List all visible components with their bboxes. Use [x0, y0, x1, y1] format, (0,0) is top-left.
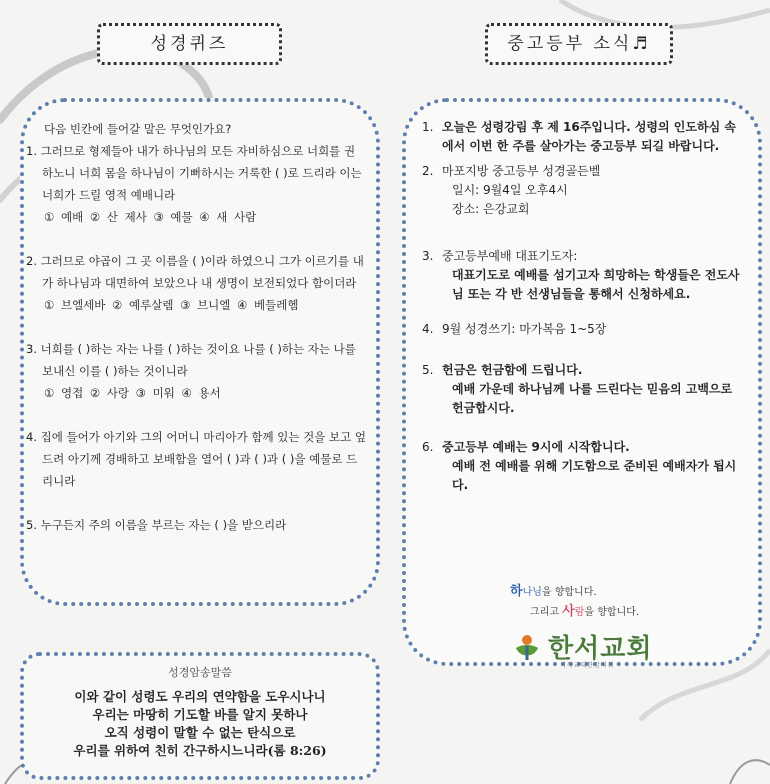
question-text: 3. 너희를 ( )하는 자는 나를 ( )하는 것이요 나를 ( )하는 자는 나를 보내신 이를 ( )하는 것이니라 [26, 342, 356, 378]
church-logo-icon [512, 632, 542, 662]
news-item-line: 마포지방 중고등부 성경골든벨 [442, 164, 601, 178]
news-item-number: 1. [422, 120, 434, 134]
question-text: 2. 그러므로 야곱이 그 곳 이름을 ( )이라 하였으니 그가 이르기를 내가 하나님과 대면하여 보았으나 내 생명이 보전되었다 함이더라 [26, 254, 364, 290]
quiz-question-3 [26, 338, 366, 404]
question-options: ① 예배 ② 산 제사 ③ 예물 ④ 새 사람 [44, 210, 257, 224]
news-item-2 [420, 162, 740, 219]
verse-title: 성경암송말씀 [168, 666, 232, 679]
slogan-line-1: 하나님을 향합니다. [510, 584, 597, 599]
question-text: 1. 그러므로 형제들아 내가 하나님의 모든 자비하심으로 너희를 권하노니 너희 몸을 하나님이 기뻐하시는 거룩한 ( )로 드리라 이는 너희가 드릴 영적 예배니라 [26, 144, 362, 202]
news-item-line: 중고등부예배 대표기도자: [442, 249, 578, 263]
question-options: ① 브엘세바 ② 예루살렘 ③ 브니엘 ④ 베들레헴 [44, 298, 299, 312]
question-options: ① 영접 ② 사랑 ③ 미워 ④ 용서 [44, 386, 221, 400]
news-item-number: 3. [422, 249, 434, 263]
news-item-5 [420, 361, 740, 418]
news-item-line: 예배 가운데 하나님께 나를 드린다는 믿음의 고백으로 헌금합시다. [452, 382, 733, 415]
news-item-line: 오늘은 성령강림 후 제 16주입니다. 성령의 인도하심 속에서 이번 한 주를 살아가는 중고등부 되길 바랍니다. [442, 120, 736, 153]
news-item-line: 예배 전 예배를 위해 기도함으로 준비된 예배자가 됩시다. [452, 459, 737, 492]
news-item-line: 중고등부 예배는 9시에 시작합니다. [442, 440, 630, 454]
church-denomination: 기독교대한감리회 [560, 662, 615, 669]
news-item-number: 6. [422, 440, 434, 454]
news-item-line: 일시: 9월4일 오후4시 [452, 183, 568, 197]
verse-line: 우리는 마땅히 기도할 바를 알지 못하나 [92, 707, 308, 722]
quiz-question-4 [26, 426, 366, 492]
news-item-1 [420, 118, 740, 156]
verse-line: 우리를 위하여 친히 간구하시느니라(롬 8:26) [73, 743, 327, 758]
news-content [420, 118, 740, 495]
question-text: 4. 집에 들어가 아기와 그의 어머니 마리아가 함께 있는 것을 보고 엎드려 아기께 경배하고 보배함을 열어 ( )과 ( )과 ( )을 예물로 드리니라 [26, 430, 367, 488]
news-item-number: 5. [422, 363, 434, 377]
verse-body [24, 688, 376, 760]
quiz-question-1 [26, 140, 366, 228]
news-item-line: 헌금은 헌금함에 드립니다. [442, 363, 583, 377]
quiz-content [26, 118, 366, 536]
slogan-line-2: 그리고 사람을 향합니다. [530, 604, 640, 619]
verse-line: 오직 성령이 말할 수 없는 탄식으로 [104, 725, 296, 740]
news-title: 중고등부 소식♬ [485, 23, 673, 65]
news-item-line: 9월 성경쓰기: 마가복음 1~5장 [442, 322, 607, 336]
news-item-line: 대표기도로 예배를 섬기고자 희망하는 학생들은 전도사님 또는 각 반 선생님들을 통해서 신청하세요. [452, 268, 740, 301]
question-text: 5. 누구든지 주의 이름을 부르는 자는 ( )을 받으리라 [26, 518, 287, 532]
news-item-number: 2. [422, 164, 434, 178]
news-item-line: 장소: 은강교회 [452, 202, 530, 216]
quiz-question-5 [26, 514, 366, 536]
news-item-6 [420, 438, 740, 495]
quiz-intro: 다음 빈칸에 들어갈 말은 무엇인가요? [44, 122, 232, 136]
news-item-number: 4. [422, 322, 434, 336]
quiz-question-2 [26, 250, 366, 316]
news-item-3 [420, 247, 740, 304]
news-item-4 [420, 320, 740, 339]
quiz-title: 성경퀴즈 [97, 23, 282, 65]
church-name: 한서교회 [548, 634, 653, 664]
verse-line: 이와 같이 성령도 우리의 연약함을 도우시나니 [74, 689, 326, 704]
